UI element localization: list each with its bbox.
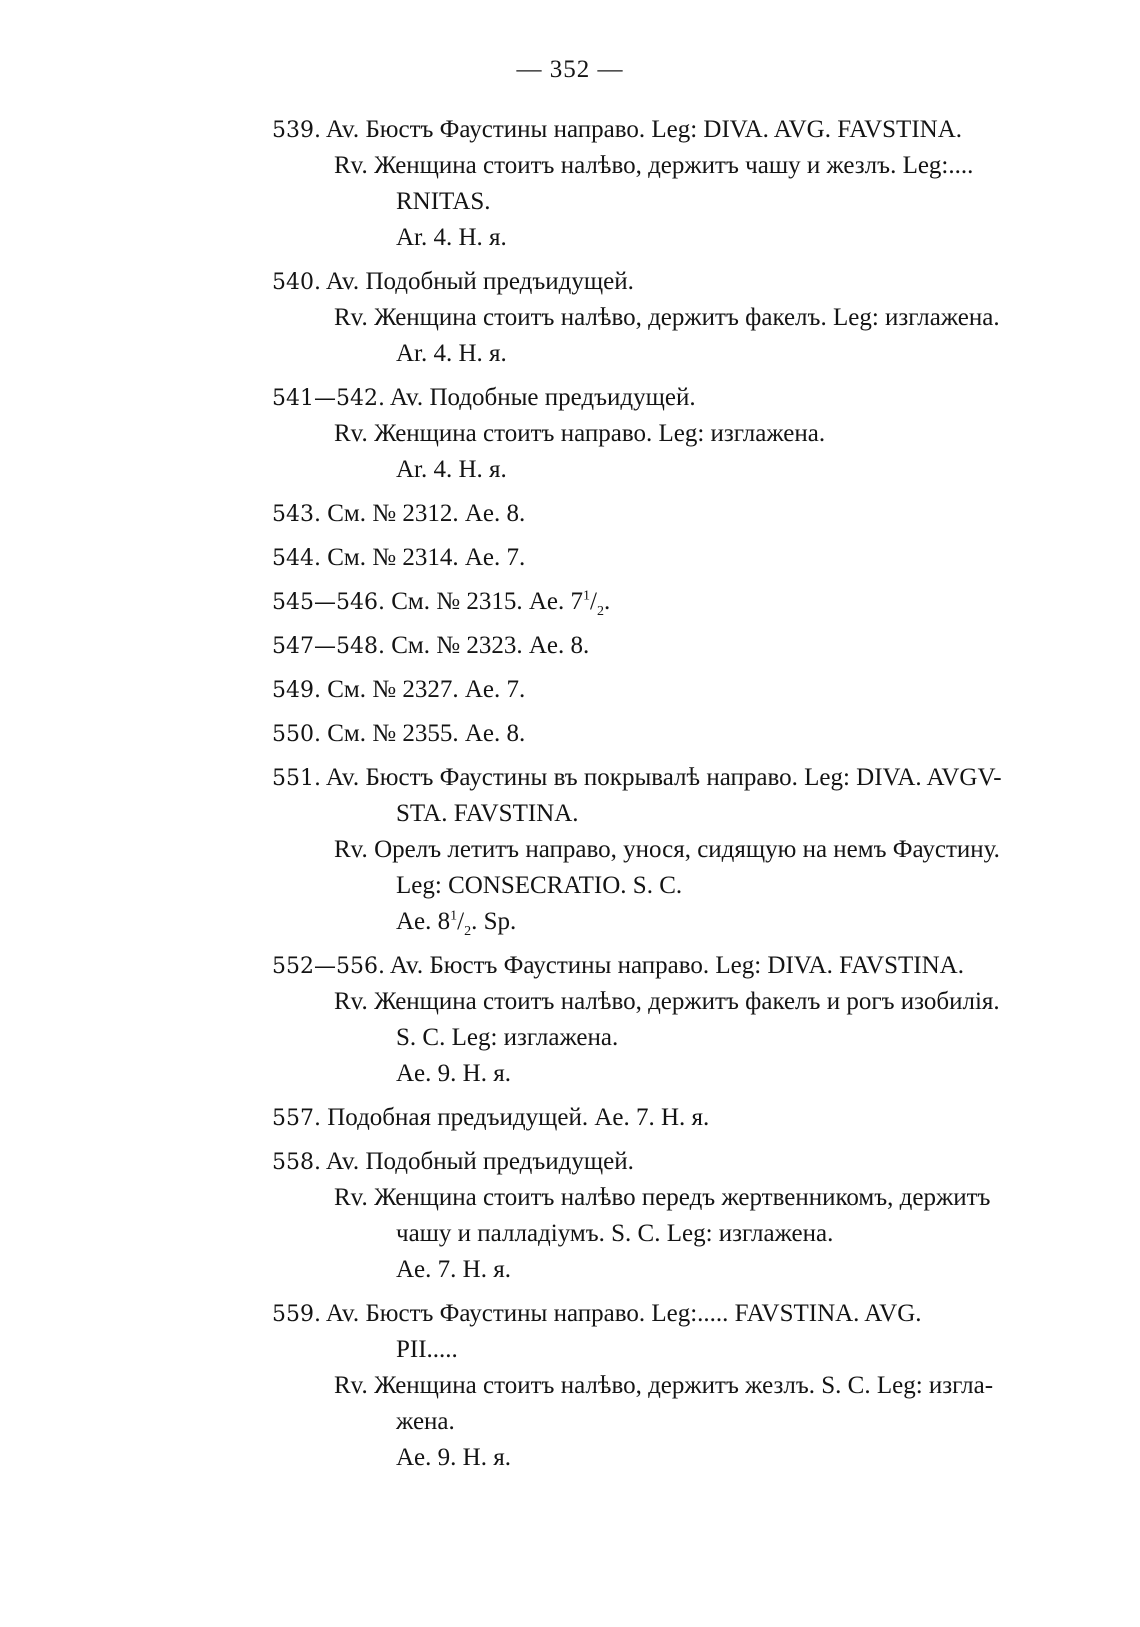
entry-line — [272, 1404, 1117, 1440]
entry-line — [272, 1056, 1117, 1092]
entry-number: 558. — [272, 1150, 321, 1175]
catalog-entry — [272, 584, 1117, 620]
entry-text: См. № 2315. Ae. 7 — [391, 588, 583, 615]
entry-line — [272, 1180, 1117, 1216]
catalog-entry — [272, 672, 1117, 708]
entry-line: Ae. $8^1/_2$. Sp. — [396, 908, 517, 939]
fraction-numerator: 1 — [450, 908, 458, 924]
entry-number: 550. — [272, 722, 321, 747]
side-label: Av. — [325, 1300, 360, 1327]
entry-text: Бюстъ Фаустины въ покрывалѣ направо. Leg: DIVA. AVGV- — [365, 764, 1002, 791]
entry-line: 545—546. См. № 2315. Ae. $7^1/_2$. — [272, 588, 611, 619]
entry-text: Ae. 9. Н. я. — [396, 1444, 511, 1471]
catalog-entry — [272, 496, 1117, 532]
fraction-numerator: 1 — [582, 588, 590, 604]
entry-text: Ae. 8 — [396, 908, 451, 935]
entry-line — [272, 184, 1117, 220]
entry-line — [272, 1332, 1117, 1368]
entry-line — [272, 1252, 1117, 1288]
entry-text: Ar. 4. Н. я. — [396, 456, 507, 483]
side-label: Av. — [389, 384, 424, 411]
catalog-entries — [272, 112, 1117, 1484]
entry-line — [272, 948, 1117, 984]
entry-text: Бюстъ Фаустины направо. Leg: DIVA. AVG. FAVSTINA. — [365, 116, 963, 143]
side-label: Av. — [325, 764, 360, 791]
entry-line — [272, 832, 1117, 868]
entry-text: Женщина стоитъ налѣво, держитъ жезлъ. S. C. Leg: изгла- — [374, 1372, 994, 1399]
entry-line — [272, 300, 1117, 336]
entry-line — [272, 452, 1117, 488]
entry-text: Подобный предъидущей. — [365, 1148, 634, 1175]
entry-number: 545—546. — [272, 590, 385, 615]
page-number: — 352 — — [516, 56, 624, 83]
entry-number: 540. — [272, 270, 321, 295]
entry-number: 551. — [272, 766, 321, 791]
catalog-entry — [272, 1100, 1117, 1136]
entry-text: Ae. 7. Н. я. — [396, 1256, 511, 1283]
catalog-entry — [272, 1144, 1117, 1288]
entry-text: Ar. 4. Н. я. — [396, 224, 507, 251]
side-label: Rv. — [334, 988, 368, 1015]
entry-text: Бюстъ Фаустины направо. Leg:..... FAVSTINA. AVG. — [365, 1300, 922, 1327]
entry-text-tail: . — [603, 588, 611, 615]
entry-text: Подобные предъидущей. — [429, 384, 696, 411]
entry-text: Орелъ летитъ направо, унося, сидящую на немъ Фаустину. — [374, 836, 1000, 863]
entry-line — [272, 868, 1117, 904]
entry-text: См. № 2314. Ae. 7. — [327, 544, 526, 571]
entry-line — [272, 112, 1117, 148]
entry-line — [272, 1440, 1117, 1476]
entry-number: 539. — [272, 118, 321, 143]
side-label: Rv. — [334, 1184, 368, 1211]
entry-line — [272, 496, 1117, 532]
entry-text: Ar. 4. Н. я. — [396, 340, 507, 367]
entry-text: Бюстъ Фаустины направо. Leg: DIVA. FAVSTINA. — [429, 952, 964, 979]
entry-text: См. № 2323. Ae. 8. — [391, 632, 590, 659]
entry-number: 544. — [272, 546, 321, 571]
entry-line — [272, 416, 1117, 452]
entry-line — [272, 628, 1117, 664]
entry-text: См. № 2327. Ae. 7. — [327, 676, 526, 703]
entry-text-tail: . Sp. — [471, 908, 517, 935]
catalog-entry — [272, 628, 1117, 664]
entry-line — [272, 1144, 1117, 1180]
entry-number: 543. — [272, 502, 321, 527]
catalog-entry — [272, 264, 1117, 372]
side-label: Rv. — [334, 420, 368, 447]
entry-line — [272, 264, 1117, 300]
entry-line — [272, 148, 1117, 184]
catalog-entry — [272, 112, 1117, 256]
entry-text: Женщина стоитъ налѣво, держитъ факелъ и рогъ изобилія. — [374, 988, 1000, 1015]
entry-line — [272, 796, 1117, 832]
side-label: Rv. — [334, 152, 368, 179]
catalog-entry — [272, 760, 1117, 940]
entry-text: Ae. 9. Н. я. — [396, 1060, 511, 1087]
entry-number: 559. — [272, 1302, 321, 1327]
side-label: Rv. — [334, 304, 368, 331]
catalog-entry — [272, 540, 1117, 576]
entry-number: 557. — [272, 1106, 321, 1131]
entry-text: RNITAS. — [396, 188, 491, 215]
entry-text: Женщина стоитъ налѣво, держитъ факелъ. Leg: изглажена. — [374, 304, 1000, 331]
entry-text: См. № 2355. Ae. 8. — [327, 720, 526, 747]
entry-text: См. № 2312. Ae. 8. — [327, 500, 526, 527]
catalog-entry — [272, 716, 1117, 752]
side-label: Av. — [325, 268, 360, 295]
entry-line — [272, 1100, 1117, 1136]
fraction-denominator: 2 — [596, 604, 604, 619]
entry-line — [272, 1296, 1117, 1332]
entry-line — [272, 540, 1117, 576]
side-label: Av. — [325, 1148, 360, 1175]
entry-line — [272, 716, 1117, 752]
entry-number: 541—542. — [272, 386, 385, 411]
catalog-entry — [272, 948, 1117, 1092]
entry-line — [272, 1020, 1117, 1056]
entry-text: Женщина стоитъ налѣво, держитъ чашу и жезлъ. Leg:.... — [374, 152, 974, 179]
entry-text: жена. — [396, 1408, 455, 1435]
entry-line — [272, 1368, 1117, 1404]
entry-line — [272, 760, 1117, 796]
entry-line — [272, 380, 1117, 416]
entry-text: STA. FAVSTINA. — [396, 800, 579, 827]
side-label: Rv. — [334, 836, 368, 863]
entry-text: PII..... — [396, 1336, 458, 1363]
side-label: Av. — [325, 116, 360, 143]
entry-text: Подобная предъидущей. Ae. 7. Н. я. — [327, 1104, 710, 1131]
entry-text: Подобный предъидущей. — [365, 268, 634, 295]
catalog-entry — [272, 1296, 1117, 1476]
entry-text: Женщина стоитъ налѣво передъ жертвенникомъ, держитъ — [374, 1184, 991, 1211]
entry-line — [272, 672, 1117, 708]
entry-line — [272, 1216, 1117, 1252]
side-label: Rv. — [334, 1372, 368, 1399]
entry-number: 549. — [272, 678, 321, 703]
entry-line — [272, 220, 1117, 256]
side-label: Av. — [389, 952, 424, 979]
entry-text: Женщина стоитъ направо. Leg: изглажена. — [374, 420, 826, 447]
fraction-denominator: 2 — [464, 924, 472, 939]
catalog-entry — [272, 380, 1117, 488]
entry-text: S. C. Leg: изглажена. — [396, 1024, 619, 1051]
entry-number: 547—548. — [272, 634, 385, 659]
entry-line — [272, 336, 1117, 372]
entry-line — [272, 984, 1117, 1020]
entry-text: Leg: CONSECRATIO. S. C. — [396, 872, 683, 899]
entry-number: 552—556. — [272, 954, 385, 979]
entry-text: чашу и палладіумъ. S. C. Leg: изглажена. — [396, 1220, 834, 1247]
